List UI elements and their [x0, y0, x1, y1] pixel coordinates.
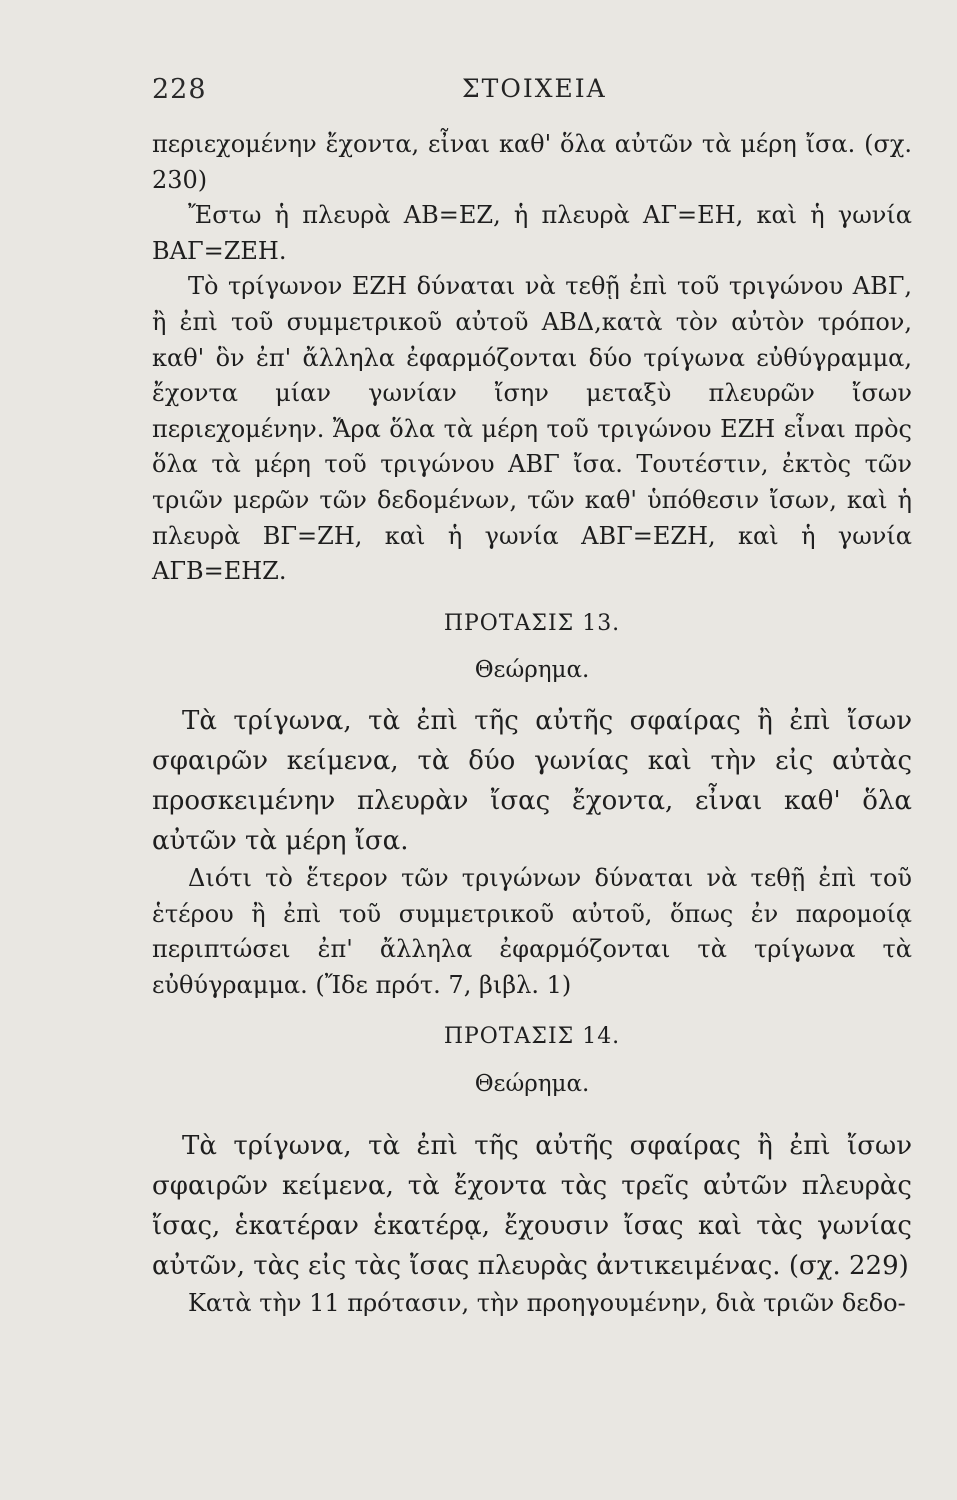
paragraph-hypothesis: Ἔστω ἡ πλευρὰ ΑΒ=ΕΖ, ἡ πλευρὰ ΑΓ=ΕΗ, καὶ ἡ γωνία ΒΑΓ=ΖΕΗ. — [152, 201, 912, 265]
spacer — [152, 1114, 912, 1126]
paragraph-proof-13: Διότι τὸ ἕτερον τῶν τριγώνων δύναται νὰ τεθῇ ἐπὶ τοῦ ἑτέρου ἢ ἐπὶ τοῦ συμμετρικοῦ αὐτοῦ, ὅπως ἐν παρομοίᾳ περιπτώσει ἐπ' ἄλληλα ἐφαρμόζονται τὰ τρίγωνα τὰ εὐθύγραμμα. (Ἴδε πρότ. 7, βιβλ. 1) — [152, 863, 912, 999]
page-number: 228 — [152, 74, 207, 105]
page-header — [152, 74, 912, 114]
running-title: ΣΤΟΙΧΕΙΑ — [462, 74, 607, 103]
subheading-theorem-14: Θεώρημα. — [474, 1070, 590, 1097]
heading-proposition-13: ΠΡΟΤΑΣΙΣ 13. — [443, 610, 621, 636]
enunciation-proposition-13: Τὰ τρίγωνα, τὰ ἐπὶ τῆς αὐτῆς σφαίρας ἢ ἐπὶ ἴσων σφαιρῶν κείμενα, τὰ δύο γωνίας καὶ τὴν εἰς αὐτὰς προσκειμένην πλευρὰν ἴσας ἔχοντα, εἶναι καθ' ὅλα αὐτῶν τὰ μέρη ἴσα. — [152, 705, 912, 856]
heading-proposition-14: ΠΡΟΤΑΣΙΣ 14. — [443, 1024, 621, 1050]
enunciation-proposition-14: Τὰ τρίγωνα, τὰ ἐπὶ τῆς αὐτῆς σφαίρας ἢ ἐπὶ ἴσων σφαιρῶν κείμενα, τὰ ἔχοντα τὰς τρεῖς αὐτῶν πλευρὰς ἴσας, ἑκατέραν ἑκατέρᾳ, ἔχουσιν ἴσας καὶ τὰς γωνίας αὐτῶν, τὰς εἰς τὰς ἴσας πλευρὰς ἀντικειμένας. (σχ. 229) — [152, 1131, 912, 1282]
page-body — [152, 127, 912, 1322]
paragraph-proof-12: Τὸ τρίγωνον ΕΖΗ δύναται νὰ τεθῇ ἐπὶ τοῦ τριγώνου ΑΒΓ, ἢ ἐπὶ τοῦ συμμετρικοῦ αὐτοῦ ΑΒΔ,κατὰ τὸν αὐτὸν τρόπον, καθ' ὃν ἐπ' ἄλληλα ἐφαρμόζονται δύο τρίγωνα εὐθύγραμμα, ἔχοντα μίαν γωνίαν ἴσην μεταξὺ πλευρῶν ἴσων περιεχομένην. Ἄρα ὅλα τὰ μέρη τοῦ τριγώνου ΕΖΗ εἶναι πρὸς ὅλα τὰ μέρη τοῦ τριγώνου ΑΒΓ ἴσα. Τουτέστιν, ἐκτὸς τῶν τριῶν μερῶν τῶν δεδομένων, τῶν καθ' ὑπόθεσιν ἴσων, καὶ ἡ πλευρὰ ΒΓ=ΖΗ, καὶ ἡ γωνία ΑΒΓ=ΕΖΗ, καὶ ἡ γωνία ΑΓΒ=ΕΗΖ. — [152, 272, 912, 586]
paragraph-continuation: περιεχομένην ἔχοντα, εἶναι καθ' ὅλα αὐτῶν τὰ μέρη ἴσα. (σχ. 230) — [152, 130, 912, 194]
paragraph-proof-14-start: Κατὰ τὴν 11 πρότασιν, τὴν προηγουμένην, διὰ τριῶν δεδο- — [188, 1289, 906, 1318]
subheading-theorem-13: Θεώρημα. — [474, 657, 590, 684]
